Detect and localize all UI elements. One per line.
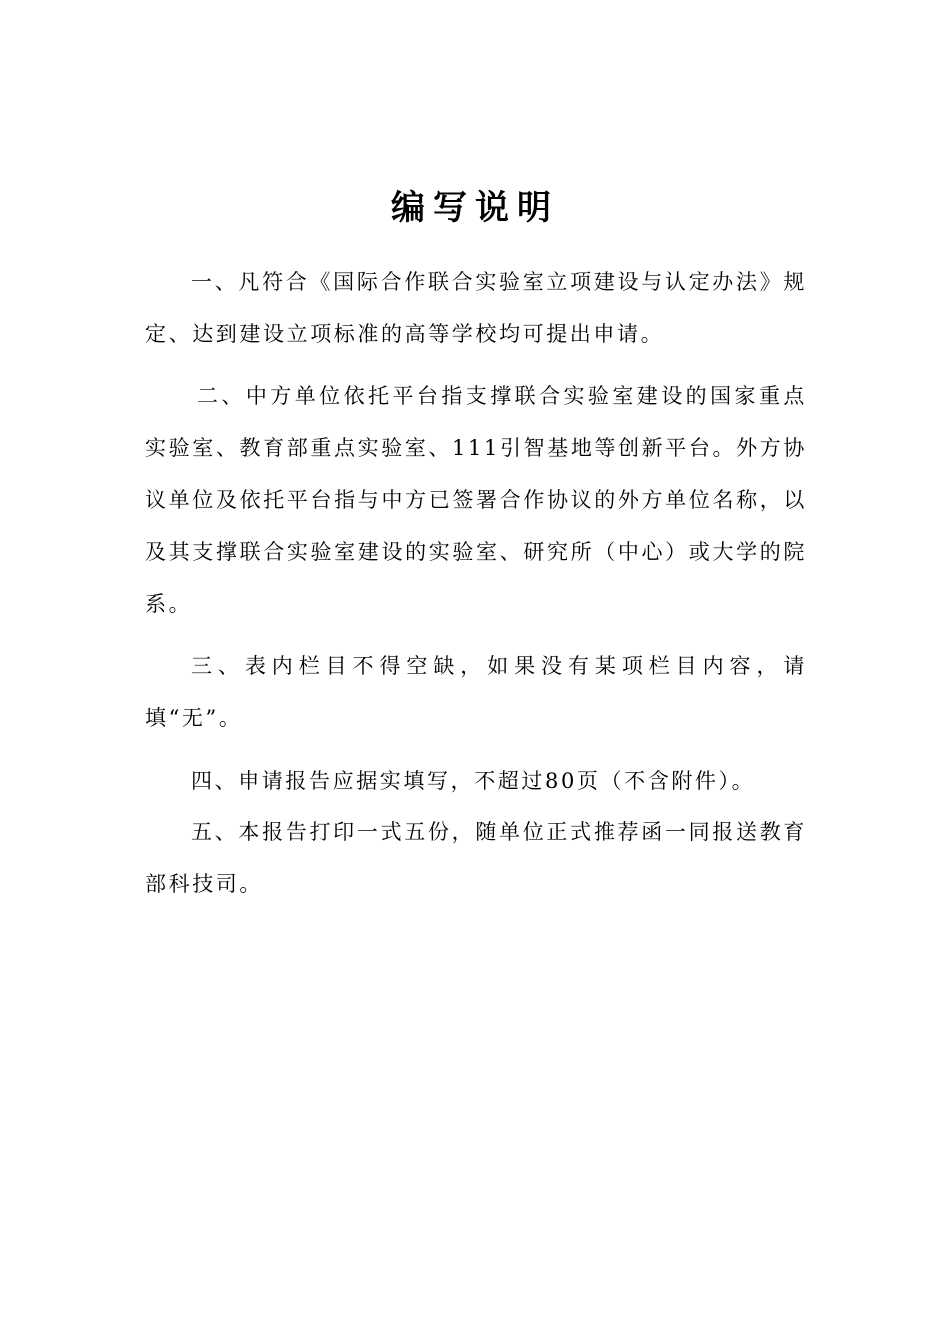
instruction-paragraph-5: 五、本报告打印一式五份，随单位正式推荐函一同报送教育部科技司。 [145,820,807,896]
instruction-paragraph-1: 一、凡符合《国际合作联合实验室立项建设与认定办法》规定、达到建设立项标准的高等学校均可提出申请。 [145,270,807,346]
page-title: 编写说明 [391,188,559,228]
instruction-paragraph-2: 二、中方单位依托平台指支撑联合实验室建设的国家重点实验室、教育部重点实验室、111引智基地等创新平台。外方协议单位及依托平台指与中方已签署合作协议的外方单位名称，以及其支撑联合实验室建设的实验室、研究所（中心）或大学的院系。 [145,384,807,616]
instruction-paragraph-3: 三、表内栏目不得空缺，如果没有某项栏目内容，请填“无”。 [145,654,807,730]
instruction-paragraph-4: 四、申请报告应据实填写，不超过80页（不含附件）。 [191,769,756,793]
